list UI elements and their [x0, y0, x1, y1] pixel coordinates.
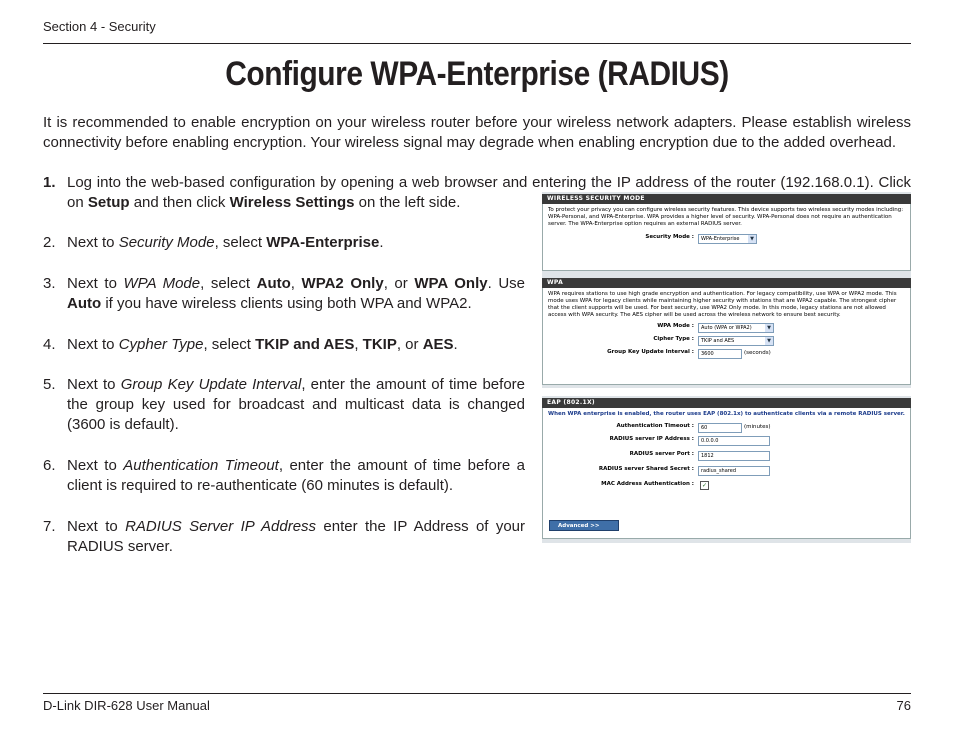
wpa-panel: [542, 276, 911, 388]
security-mode-select[interactable]: WPA-Enterprise ▼: [698, 234, 757, 244]
radius-secret-label: RADIUS server Shared Secret :: [598, 466, 694, 472]
radius-ip-label: RADIUS server IP Address :: [609, 436, 694, 442]
cipher-type-select[interactable]: TKIP and AES ▼: [698, 336, 774, 346]
step-text: Next to Cypher Type, select TKIP and AES, TKIP, or AES.: [67, 336, 458, 353]
eap-panel: [542, 396, 911, 543]
step-number: 4.: [43, 336, 56, 353]
page-number: 76: [896, 698, 911, 713]
intro-paragraph: It is recommended to enable encryption on your wireless router before your wireless network adapters. Please establish wireless connectivity before enabling encryption. Your wireless signal may degrade when enabling encryption due to the added overhead.: [43, 114, 911, 151]
wpa-description: WPA requires stations to use high grade encryption and authentication. For legacy compatibility, use WPA or WPA2 mode. This mode uses WPA for legacy clients while maintaining higher security with stations that are WPA2 capable. The strongest cipher that the client supports will be used. For best security, use WPA2 Only mode. In this mode, legacy stations are not allowed access with WPA security. The AES cipher will be used across the wireless network to ensure best security.: [548, 291, 897, 318]
auth-timeout-input[interactable]: 60: [698, 423, 742, 433]
step-number: 5.: [43, 376, 56, 393]
wpa-mode-label: WPA Mode :: [657, 323, 694, 329]
cipher-type-label: Cipher Type :: [653, 336, 694, 342]
footer-manual-title: D-Link DIR-628 User Manual: [43, 698, 210, 713]
chevron-down-icon: ▼: [748, 235, 756, 243]
auth-timeout-unit: (minutes): [744, 424, 771, 430]
mac-auth-label: MAC Address Authentication :: [601, 481, 694, 487]
page-title: Configure WPA-Enterprise (RADIUS): [225, 55, 729, 93]
wpa-heading: WPA: [542, 278, 911, 288]
footer-divider: [43, 693, 911, 694]
auth-timeout-label: Authentication Timeout :: [616, 423, 694, 429]
security-mode-panel: [542, 192, 911, 276]
step-text: Next to RADIUS Server IP Address enter the IP Address of your RADIUS server.: [67, 518, 525, 555]
step-text: Next to Group Key Update Interval, enter the amount of time before the group key used for broadcast and multicast data is changed (3600 is default).: [67, 376, 525, 433]
radius-port-label: RADIUS server Port :: [629, 451, 694, 457]
radius-secret-input[interactable]: radius_shared: [698, 466, 770, 476]
advanced-button[interactable]: Advanced >>: [549, 520, 619, 531]
radius-port-input[interactable]: 1812: [698, 451, 770, 461]
security-mode-description: To protect your privacy you can configure wireless security features. This device supports two wireless security modes including: WPA-Personal, and WPA-Enterprise. WPA provides a higher level of security. WPA-Personal does not require an authentication server. The WPA-Enterprise option requires an external RADIUS server.: [548, 207, 904, 227]
chevron-down-icon: ▼: [765, 337, 773, 345]
mac-auth-checkbox[interactable]: ✓: [701, 482, 708, 489]
step-text: Next to Security Mode, select WPA-Enterprise.: [67, 234, 384, 251]
group-key-label: Group Key Update Interval :: [607, 349, 694, 355]
step-number: 1.: [43, 174, 56, 191]
eap-description: When WPA enterprise is enabled, the router uses EAP (802.1x) to authenticate clients via a remote RADIUS server.: [548, 411, 905, 417]
step-number: 2.: [43, 234, 56, 251]
eap-heading: EAP (802.1X): [542, 398, 911, 408]
step-text: Log into the web-based configuration by opening a web browser and entering the IP address of the router (192.168.0.1). Click on Setup and then click Wireless Settings on the left side.: [67, 174, 911, 211]
step-number: 7.: [43, 518, 56, 535]
security-mode-label: Security Mode :: [645, 234, 694, 240]
step-text: Next to Authentication Timeout, enter the amount of time before a client is required to re-authenticate (60 minutes is default).: [67, 457, 525, 494]
step-number: 3.: [43, 275, 56, 292]
step-text: Next to WPA Mode, select Auto, WPA2 Only, or WPA Only. Use Auto if you have wireless clients using both WPA and WPA2.: [67, 275, 526, 312]
group-key-unit: (seconds): [744, 350, 771, 356]
radius-ip-input[interactable]: 0.0.0.0: [698, 436, 770, 446]
header-divider: [43, 43, 911, 44]
section-header: Section 4 - Security: [43, 19, 156, 34]
wpa-mode-select[interactable]: Auto (WPA or WPA2) ▼: [698, 323, 774, 333]
group-key-input[interactable]: 3600: [698, 349, 742, 359]
security-mode-heading: WIRELESS SECURITY MODE: [542, 194, 911, 204]
chevron-down-icon: ▼: [765, 324, 773, 332]
router-config-screenshot: [542, 192, 911, 529]
step-number: 6.: [43, 457, 56, 474]
